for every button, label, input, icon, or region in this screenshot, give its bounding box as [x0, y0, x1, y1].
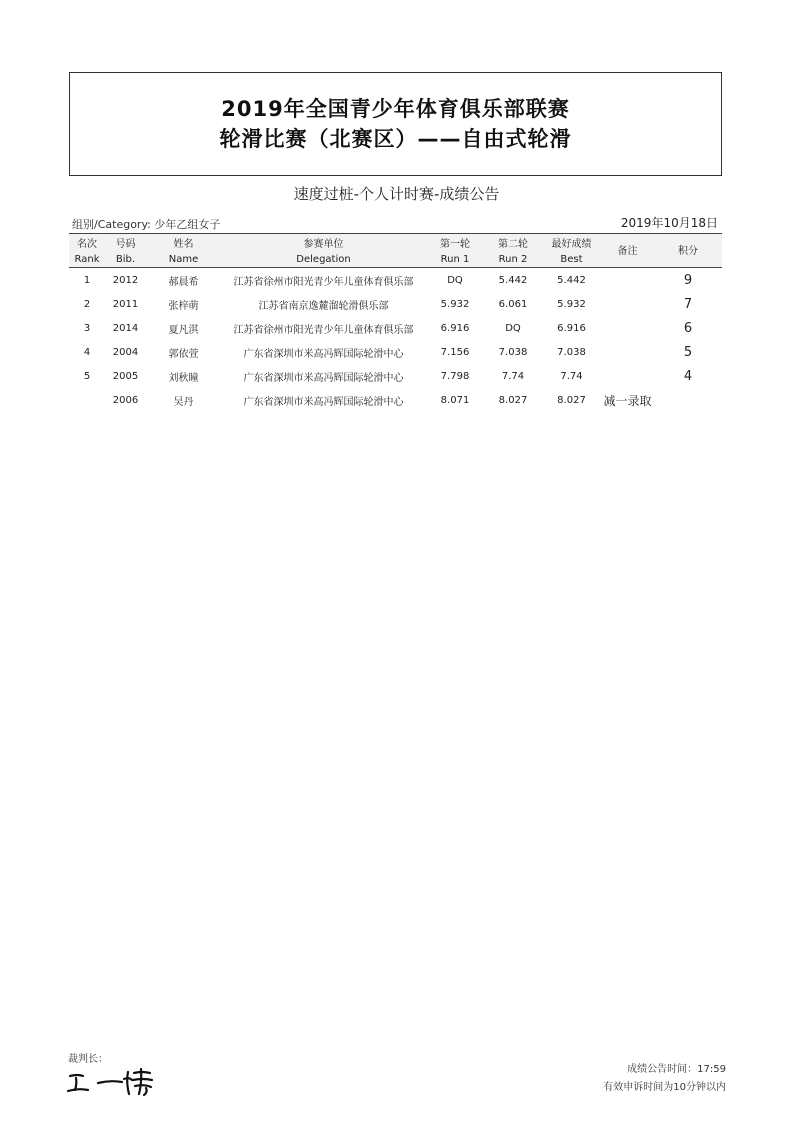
cell-rank: 1: [83, 274, 91, 286]
table-row: [69, 364, 722, 388]
title-line-1: 2019年全国青少年体育俱乐部联赛: [221, 97, 570, 121]
header-delegation-cn: 参赛单位: [303, 238, 344, 250]
header-name-en: Name: [168, 253, 199, 265]
footer-notes: [560, 1061, 726, 1097]
cell-run2: 6.061: [498, 298, 528, 310]
appeal-note: 有效申诉时间为10分钟以内: [603, 1082, 726, 1093]
header-best: [542, 234, 601, 269]
header-note-cn: 备注: [617, 246, 638, 257]
header-run2-en: Run 2: [498, 253, 528, 265]
cell-run1: DQ: [447, 274, 463, 286]
title-line-2: 轮滑比赛（北赛区）——自由式轮滑: [219, 127, 572, 151]
cell-best: 6.916: [557, 322, 586, 334]
cell-delegation: 广东省深圳市米高冯辉国际轮滑中心: [243, 348, 404, 360]
cell-run2: 5.442: [498, 274, 528, 286]
header-run2: [484, 234, 542, 269]
table-row: [69, 340, 722, 364]
cell-bib: 2012: [112, 274, 139, 286]
cell-bib: 2006: [112, 394, 139, 406]
header-bib-cn: 号码: [115, 238, 136, 250]
cell-delegation: 江苏省南京逸麓溜轮滑俱乐部: [258, 300, 389, 312]
cell-run2: DQ: [505, 322, 521, 334]
header-run2-cn: 第二轮: [498, 238, 528, 250]
header-points-cn: 积分: [678, 246, 698, 257]
table-row: [69, 268, 722, 292]
chief-judge-label: 裁判长：: [68, 1054, 108, 1065]
cell-note: 减一录取: [603, 393, 652, 408]
header-bib: [105, 234, 146, 269]
header-best-cn: 最好成绩: [551, 238, 592, 250]
table-header: [69, 233, 722, 268]
cell-rank: 2: [83, 298, 91, 310]
header-run1-cn: 第一轮: [440, 238, 470, 250]
cell-points: 7: [683, 296, 693, 312]
header-bib-en: Bib.: [115, 253, 136, 265]
cell-run2: 7.74: [501, 370, 525, 382]
page-subtitle: 速度过桩-个人计时赛-成绩公告: [293, 185, 500, 203]
cell-note: [601, 292, 654, 316]
header-run1: [426, 234, 484, 269]
cell-rank: [69, 388, 105, 412]
cell-bib: 2014: [112, 322, 139, 334]
header-run1-en: Run 1: [440, 253, 470, 265]
cell-points: 9: [683, 272, 693, 288]
table-row: [69, 292, 722, 316]
header-delegation-en: Delegation: [296, 253, 351, 265]
cell-note: [601, 340, 654, 364]
cell-points: 5: [683, 344, 693, 360]
cell-delegation: 江苏省徐州市阳光青少年儿童体育俱乐部: [233, 276, 414, 288]
header-rank: [69, 234, 105, 269]
cell-bib: 2004: [112, 346, 139, 358]
cell-best: 7.038: [557, 346, 586, 358]
header-delegation: [221, 234, 426, 269]
cell-delegation: 广东省深圳市米高冯辉国际轮滑中心: [243, 396, 404, 408]
cell-points: 4: [683, 368, 693, 384]
cell-best: 7.74: [560, 370, 583, 382]
cell-rank: 4: [83, 346, 91, 358]
cell-note: [601, 268, 654, 292]
header-points: [654, 234, 722, 269]
cell-note: [601, 316, 654, 340]
cell-points: [654, 388, 722, 412]
cell-name: 郝晨希: [168, 276, 199, 288]
date-label: 2019年10月18日: [620, 216, 718, 230]
cell-best: 8.027: [557, 394, 586, 406]
cell-delegation: 广东省深圳市米高冯辉国际轮滑中心: [243, 372, 404, 384]
cell-note: [601, 364, 654, 388]
header-best-en: Best: [560, 253, 583, 265]
cell-bib: 2005: [112, 370, 139, 382]
cell-best: 5.932: [557, 298, 586, 310]
cell-rank: 3: [83, 322, 91, 334]
cell-delegation: 江苏省徐州市阳光青少年儿童体育俱乐部: [233, 324, 414, 336]
cell-run2: 7.038: [498, 346, 528, 358]
cell-name: 张梓萌: [168, 300, 199, 312]
cell-name: 吴丹: [173, 396, 194, 408]
header-rank-cn: 名次: [77, 238, 97, 250]
cell-run1: 5.932: [440, 298, 470, 310]
table-row: [69, 388, 722, 412]
results-table: [69, 233, 722, 412]
cell-name: 夏凡淇: [168, 324, 199, 336]
cell-points: 6: [683, 320, 693, 336]
cell-run2: 8.027: [498, 394, 528, 406]
header-name-cn: 姓名: [173, 238, 194, 250]
cell-run1: 7.798: [440, 370, 470, 382]
header-note: [601, 234, 654, 269]
cell-best: 5.442: [557, 274, 586, 286]
cell-name: 刘秋瞳: [168, 372, 199, 384]
cell-run1: 6.916: [440, 322, 470, 334]
announce-time: 成绩公告时间：17:59: [627, 1064, 726, 1075]
category-label: 组别/Category: 少年乙组女子: [72, 218, 221, 231]
header-name: [146, 234, 221, 269]
title-box: [69, 72, 722, 176]
cell-run1: 8.071: [440, 394, 470, 406]
cell-name: 郭依萱: [168, 348, 199, 360]
cell-bib: 2011: [112, 298, 139, 310]
cell-rank: 5: [83, 370, 91, 382]
header-rank-en: Rank: [74, 253, 100, 265]
cell-run1: 7.156: [440, 346, 470, 358]
chief-judge-signature: [66, 1064, 156, 1102]
table-row: [69, 316, 722, 340]
